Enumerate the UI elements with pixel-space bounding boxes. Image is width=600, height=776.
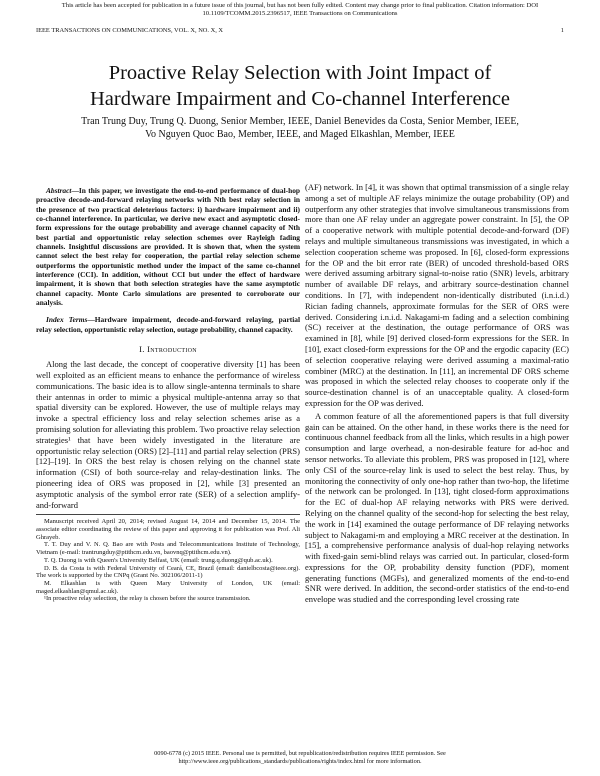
copyright-line-1: 0090-6778 (c) 2015 IEEE. Personal use is permitted, but republication/redistribution requires IEEE permission. See [154,750,446,757]
footnote-proactive: ¹In proactive relay selection, the relay is chosen before the source transmission. [44,595,251,603]
page-number: 1 [560,27,564,34]
title-line-2: Hardware Impairment and Co-channel Interference [89,88,511,110]
author-list [0,116,600,141]
introduction-paragraph: Along the last decade, the concept of cooperative diversity [1] has been well exploited as an efficient means to enhance the performance of wireless communications. The basic idea is to allow single-antenna terminals to share their antennas in order to mimic a physical multiple-antenna array so that spatial diversity can be explored. However, the use of multiple relays may invoke a spectral efficiency loss and relay selection schemes arise as a promising solution for alleviating this problem. Two proactive relay selection strategies¹ that have been widely investigated in the literature are opportunistic relay selection (ORS) [2]–[11] and partial relay selection (PRS) [12]–[19]. In ORS the best relay is chosen relying on the channel state information (CSI) of both source-relay and relay-destination links. The pioneering idea of ORS was proposed in [2], while [3] presented an asymptotic analysis of the symbol error rate (SER) of a selection amplify-and-forward [36,359,300,510]
authors-line-1: Tran Trung Duy, Trung Q. Duong, Senior Member, IEEE, Daniel Benevides da Costa, Senior Member, IEEE, [81,116,519,127]
right-column-body [305,182,569,605]
footnote-affiliation: T. T. Duy and V. N. Q. Bao are with Posts and Telecommunications Institute of Technology, Vietnam (e-mail: trantrungduy@ptithcm.edu.vn, baovnq@ptithcm.edu.vn). [36,541,300,557]
footnote-manuscript: Manuscript received April 20, 2014; revised August 14, 2014 and December 15, 2014. The associate editor coordinating the review of this paper and approving it for publication was Prof. Ali Ghrayeb. [36,518,300,541]
footnote-affiliation: M. Elkashlan is with Queen Mary University of London, UK (email: maged.elkashlan@qmul.ac.uk). [36,579,300,595]
body-paragraph: (AF) network. In [4], it was shown that optimal transmission of a single relay among a set of multiple AF relays minimize the outage probability (OP) and outperform any other strategies that involve simultaneous transmissions from more than one AF relay under an aggregate power constraint. In [5], the OP of a cooperative network with multiple potential decode-and-forward (DF) relays and multiple simultaneous transmissions was investigated, in which a selection cooperation scheme was proposed. In [6], closed-form expressions for the OP and the bit error rate (BER) of uncoded threshold-based ORS were derived assuming arbitrary signal-to-noise ratio (SNR) levels, arbitrary number of available DF relays, and arbitrary source-destination channel conditions. In [7], with independent non-identically distributed (i.n.i.d.) Rician fading channels, approximate formulas for the SER of ORS were derived. Considering i.n.i.d. Nakagami-m fading and a selection combining (SC) receiver at the destination, the outage performance of ORS was examined in [8], while [9] derived closed-form expressions for the SER. In [10], exact closed-form expressions for the OP and the ergodic capacity (EC) of selection cooperative relaying were derived assuming a maximal-ratio combiner (MRC) at the destination. In [11], an incremental DF ORS scheme was proposed in which the selected relay chooses to cooperate only if the source-destination channel is of an unacceptable quality. A closed-form expression for the OP was derived. [305,182,569,408]
notice-line-2: 10.1109/TCOMM.2015.2396517, IEEE Transactions on Communications [202,10,398,18]
section-heading-introduction: I. Introduction [139,344,197,355]
right-column [305,182,569,607]
copyright-line-2: http://www.ieee.org/publications_standards/publications/rights/index.html for more information. [178,757,422,765]
footnotes [36,514,300,603]
journal-name: IEEE TRANSACTIONS ON COMMUNICATIONS, VOL. X, NO. X, X [36,27,224,34]
introduction-body [36,359,300,510]
abstract-text: —In this paper, we investigate the end-to-end performance of dual-hop proactive decode-and-forward relaying networks with Nth best relay selection in the presence of two practical deleterious factors: i) hardware impairment and ii) co-channel interference. In particular, we derive new exact and asymptotic closed-form expressions for the outage probability and average channel capacity of Nth best partial and opportunistic relay selection schemes over Rayleigh fading channels. Insightful discussions are provided. It is shown that, when the system cannot select the best relay for cooperation, the partial relay selection scheme outperforms the opportunistic method under the impact of the same co-channel interference (CCI). In addition, without CCI but under the effect of hardware impairment, it is shown that both selection strategies have the same asymptotic channel capacity. Monte Carlo simulations are presented to corroborate our analysis. [36,186,300,308]
abstract-label: Abstract [46,186,72,195]
publication-notice [0,2,600,19]
running-head [36,27,564,35]
title-line-1: Proactive Relay Selection with Joint Impact of [108,62,492,84]
copyright-footer [0,750,600,766]
footnote-affiliation: D. B. da Costa is with Federal University of Ceará, CE, Brazil (email: danielbcosta@ieee.org). The work is supported by the CNPq (Grant No. 302106/2011-1) [36,564,300,580]
index-terms-label: Index Terms [46,315,88,325]
paper-title [0,60,600,112]
footnote-affiliation: T. Q. Duong is with Queen's University Belfast, UK (email: trung.q.duong@qub.ac.uk). [44,556,273,564]
authors-line-2: Vo Nguyen Quoc Bao, Member, IEEE, and Maged Elkashlan, Member, IEEE [145,128,455,140]
left-column [36,186,300,603]
body-paragraph: A common feature of all the aforementioned papers is that full diversity gain can be attained. On the other hand, in these works there is the need for continuous channel feedback from all the links, which results in a high power consumption and large overhead, a non-desirable feature for ad-hoc and sensor networks. To alleviate this problem, PRS was proposed in [12], where only CSI of the source-relay link is used to select the best relay. Thus, by monitoring the connectivity of only one-hop rather than two-hop, the lifetime of the network can be prolonged. In [13], tight closed-form approximations for the EC of dual-hop AF relaying networks with PRS were derived. Relying on the channel quality of the second-hop for selecting the best relay, the work in [14] examined the outage performance of DF relaying networks subject to Nakagami-m and employing a MRC receiver at the destination. In [15], a comprehensive performance analysis of dual-hop relaying networks with fixed-gain semi-blind relays was carried out. In particular, closed-form expressions for the OP, probability density function (PDF), moment generating functions (MGFs), and generalized moments of the end-to-end SNR were derived. In addition, the second-order statistics of the end-to-end envelope was studied and the corresponding level crossing rate [305,410,569,605]
notice-line-1: This article has been accepted for publication in a future issue of this journal, but has not been fully edited. Content may change prior to final publication. Citation information: DOI [61,2,539,9]
index-terms-text: —Hardware impairment, decode-and-forward relaying, partial relay selection, opportunistic relay selection, outage probability, channel capacity. [36,315,300,334]
index-terms [36,315,300,334]
abstract [36,186,300,307]
